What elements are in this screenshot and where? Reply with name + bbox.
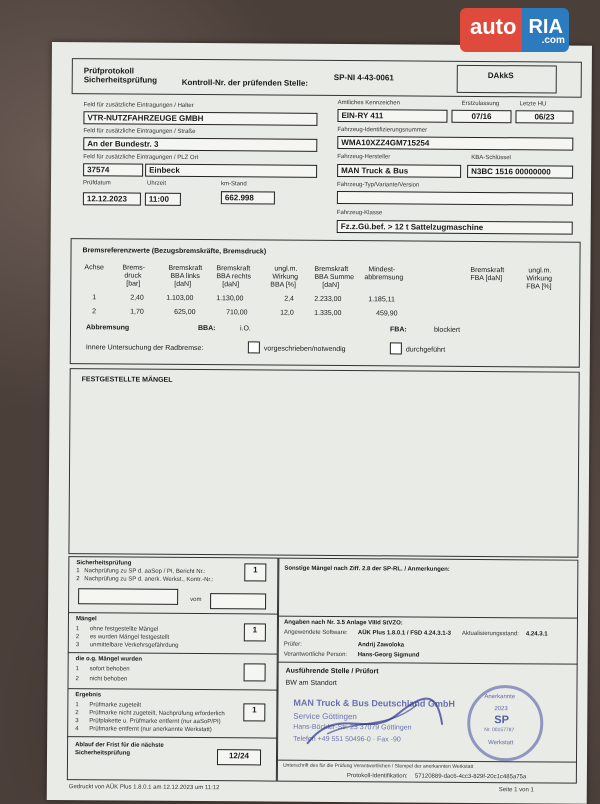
col-fba-2: FBA [daN] [470, 274, 503, 283]
city-field: Einbeck [145, 164, 317, 178]
watermark-ria [522, 8, 568, 52]
m-result-box: 1 [244, 623, 266, 641]
og2-number: 2 [75, 676, 79, 683]
row1-summe: 2.233,00 [314, 295, 342, 304]
date-label: Prüfdatum [82, 180, 111, 187]
type-field [337, 191, 573, 206]
bba-label: BBA: [197, 325, 216, 333]
stamp-bottom: Werkstatt [488, 740, 514, 747]
col-druck-1: Brems- [122, 264, 146, 272]
sp-result-box: 1 [244, 563, 266, 581]
frist-line2: Sicherheitsprüfung [75, 750, 131, 757]
row1-rechts: 1.130,00 [216, 295, 244, 303]
inspection-report-paper [47, 42, 592, 804]
vom-field [210, 593, 266, 609]
e-title: Ergebnis [75, 692, 102, 699]
col-rechts-3: [daN] [222, 281, 240, 289]
dakks-logo [457, 65, 557, 94]
m1-text: ohne festgestellte Mängel [89, 626, 159, 633]
execution-label: Ausführende Stelle / Prüfort [285, 667, 379, 676]
col-fba-1: Bremskraft [470, 266, 505, 275]
class-label: Fahrzeug-Klasse [336, 209, 383, 217]
plz-field: 37574 [83, 163, 143, 176]
og-result-box [244, 663, 266, 681]
sp1-text: Nachprüfung zu SP d. aaSop / PI, Bericht Nr.: [84, 568, 206, 576]
angaben-label: Angaben nach Nr. 3.5 Anlage VIIId StVZO: [283, 619, 403, 627]
frist-line1: Ablauf der Frist für die nächste [75, 742, 164, 749]
page-info: Seite 1 von 1 [498, 787, 534, 794]
e4-text: Prüfmarke entfernt (nur anerkannte Werkstatt) [89, 726, 212, 734]
stamp-top: Anerkannte [484, 694, 516, 701]
defects-frame [68, 368, 579, 558]
stamp-address: Hans-Böckler-Str. 23 37079 Göttingen [293, 723, 412, 732]
m3-number: 3 [75, 642, 80, 649]
stamp-no: Nr. 00157787 [484, 727, 515, 734]
col-druck-3: [bar] [126, 280, 141, 288]
stamp-company: MAN Truck & Bus Deutschland GmbH [293, 697, 455, 709]
time-field: 11:00 [145, 193, 181, 206]
inspector-label: Prüfer: [283, 641, 302, 648]
stamp-year: 2023 [494, 706, 508, 713]
m-title: Mängel [75, 616, 97, 623]
row2-mind: 459,90 [376, 310, 398, 318]
col-links-2: BBA links [170, 272, 200, 281]
printed-by: Gedruckt von AÜK Plus 1.8.0.1 am 12.12.2023 um 11:12 [68, 784, 220, 792]
plate-label: Amtliches Kennzeichen [337, 99, 400, 107]
holder-label: Feld für zusätzliche Eintragungen / Halter [83, 102, 194, 109]
row2-summe: 1.335,00 [314, 309, 342, 318]
row2-axle: 2 [92, 308, 97, 316]
stamp-sp: SP [494, 714, 510, 727]
autoria-watermark [460, 8, 590, 52]
col-summe-1: Bremskraft [314, 265, 349, 274]
col-axle: Achse [84, 264, 104, 272]
time-label: Uhrzeit [146, 180, 167, 187]
street-label: Feld für zusätzliche Eintragungen / Straße [83, 128, 196, 136]
m1-number: 1 [75, 626, 80, 633]
street-field: An der Bundestr. 3 [83, 137, 317, 152]
signature-line-text: Unterschrift des für die Prüfung Verantwortlichen / Stempel der anerkannten Werkstatt [282, 762, 474, 770]
frist-value: 12/24 [217, 749, 261, 765]
kba-label: KBA-Schlüssel [471, 154, 511, 162]
e2-text: Prüfmarke nicht zugeteilt, Nachprüfung erforderlich [89, 710, 225, 718]
brake-title: Bremsreferenzwerte (Bezugsbremskräfte, Bremsdruck) [82, 247, 267, 256]
maker-label: Fahrzeug-Hersteller [337, 153, 391, 161]
protocol-id-label: Protokoll-Identifikation: [346, 773, 408, 780]
software-label: Angewendete Software: [283, 629, 348, 637]
watermark-suffix: .com [541, 35, 565, 46]
date-field: 12.12.2023 [83, 192, 141, 205]
class-field: Fz.z.Gü.bef. > 12 t Sattelzugmaschine [337, 220, 573, 235]
row2-rechts: 710,00 [226, 309, 248, 317]
sp-title: Sicherheitsprüfung [76, 560, 132, 567]
col-druck-2: druck [124, 272, 142, 280]
maker-field: MAN Truck & Bus [337, 164, 461, 178]
row1-axle: 1 [92, 294, 97, 302]
col-fbau-2: Wirkung [526, 275, 553, 283]
stamp-phone: Telefon +49 551 50496-0 · Fax -90 [293, 735, 401, 744]
update-label: Aktualisierungsstand: [461, 630, 519, 638]
bw-label: BW am Standort [285, 679, 337, 688]
defects-title: FESTGESTELLTE MÄNGEL [81, 376, 173, 384]
col-mind-1: Mindest- [368, 266, 396, 274]
fba-label: FBA: [389, 326, 407, 334]
og-title: die o.g. Mängel wurden [75, 656, 143, 663]
og1-text: sofort behoben [89, 666, 130, 673]
col-ungl-2: Wirkung [272, 273, 299, 281]
kba-field: N3BC 1516 00000000 [467, 165, 573, 179]
row2-links: 625,00 [174, 308, 196, 317]
checkbox-required[interactable] [248, 341, 260, 353]
protocol-id-value: 57120889-dac6-4cc3-829f-20c1c485a75a [414, 773, 527, 781]
e1-text: Prüfmarke zugeteilt [89, 702, 142, 709]
row1-druck: 2,40 [130, 294, 144, 302]
og2-text: nicht behoben [89, 676, 128, 683]
hu-label: Letzte HU [519, 101, 547, 108]
col-mind-2: abbremsung [364, 274, 404, 282]
col-fbau-1: ungl.m. [528, 267, 552, 275]
inspector-value: Andrij Zawoloka [357, 642, 405, 649]
dakks-text: DAkkS [487, 71, 514, 81]
row2-ungl: 12,0 [280, 309, 294, 317]
responsible-label: Verantwortliche Person: [283, 651, 348, 659]
option-done: durchgeführt [405, 346, 446, 354]
row1-mind: 1.185,11 [368, 296, 395, 304]
km-field: 662.998 [221, 191, 275, 204]
e1-number: 1 [75, 702, 79, 709]
plz-label: Feld für zusätzliche Eintragungen / PLZ Ort [83, 154, 199, 162]
checkbox-done[interactable] [390, 342, 402, 354]
update-value: 4.24.3.1 [525, 631, 548, 638]
responsible-value: Hans-Georg Sigmund [357, 652, 420, 659]
col-summe-3: [daN] [322, 281, 340, 290]
vin-field: WMA10XZZ4GM715254 [337, 136, 573, 151]
m2-number: 2 [75, 634, 80, 641]
e4-number: 4 [75, 726, 79, 733]
row1-links: 1.103,00 [166, 294, 194, 302]
row2-druck: 1,70 [130, 308, 144, 316]
row1-ungl: 2,4 [284, 295, 294, 303]
vin-label: Fahrzeug-Identifizierungsnummer [337, 126, 428, 134]
hu-field: 06/23 [515, 110, 573, 123]
watermark-ria-text: RIA [528, 16, 563, 38]
sp1-number: 1 [76, 568, 80, 575]
ctrl-label: Kontroll-Nr. der prüfenden Stelle: [181, 77, 308, 88]
e-result-box: 1 [243, 703, 265, 721]
title-line1: Prüfprotokoll [83, 66, 135, 76]
plate-field: EIN-RY 411 [337, 109, 447, 123]
km-label: km-Stand [220, 181, 247, 188]
first-reg-label: Erstzulassung [461, 100, 500, 108]
col-links-3: [daN] [174, 280, 192, 288]
og1-number: 1 [75, 666, 79, 673]
stamp-service: Service Göttingen [293, 711, 357, 722]
m3-text: unmittelbare Verkehrsgefährdung [89, 642, 179, 649]
vom-label: vom [190, 596, 202, 604]
col-links-1: Bremskraft [168, 264, 203, 273]
sp2-text: Nachprüfung zu SP d. anerk. Werkst., Kontr.-Nr.: [84, 576, 214, 584]
col-fbau-3: FBA [%] [526, 283, 552, 291]
signature [297, 684, 447, 755]
e2-number: 2 [75, 710, 79, 717]
first-reg-field: 07/16 [451, 110, 511, 123]
col-rechts-1: Bremskraft [216, 265, 251, 273]
bba-value: i.O. [239, 325, 251, 333]
col-rechts-2: BBA rechts [216, 273, 252, 281]
col-ungl-3: BBA [%] [270, 281, 297, 289]
holder-field: VTR-NUTZFAHRZEUGE GMBH [83, 111, 317, 126]
inner-inspection-label: Innere Untersuchung der Radbremse: [85, 344, 204, 353]
sp2-number: 2 [76, 576, 80, 583]
fba-value: blockiert [433, 326, 461, 334]
col-summe-2: BBA Summe [314, 273, 355, 282]
sp-report-field [78, 588, 178, 605]
option-required: vorgeschrieben/notwendig [263, 345, 346, 354]
watermark-auto: auto [460, 8, 522, 52]
sonstige-label: Sonstige Mängel nach Ziff. 2.8 der SP-RL. / Anmerkungen: [284, 565, 450, 573]
m2-text: es wurden Mängel festgestellt [89, 634, 170, 641]
abbremsung-label: Abbremsung [85, 324, 130, 332]
col-ungl-1: ungl.m. [274, 265, 298, 273]
software-value: AÜK Plus 1.8.0.1 / FSD 4.24.3.1-3 [357, 630, 451, 637]
round-stamp [467, 685, 544, 762]
e3-text: Prüfplakette u. Prüfmarke entfernt (nur aaSoP/PI) [89, 718, 221, 726]
ctrl-value: SP-NI 4-43-0061 [333, 72, 394, 83]
title-line2: Sicherheitsprüfung [83, 75, 158, 85]
type-label: Fahrzeug-Typ/Variante/Version [336, 181, 420, 189]
e3-number: 3 [75, 718, 79, 725]
